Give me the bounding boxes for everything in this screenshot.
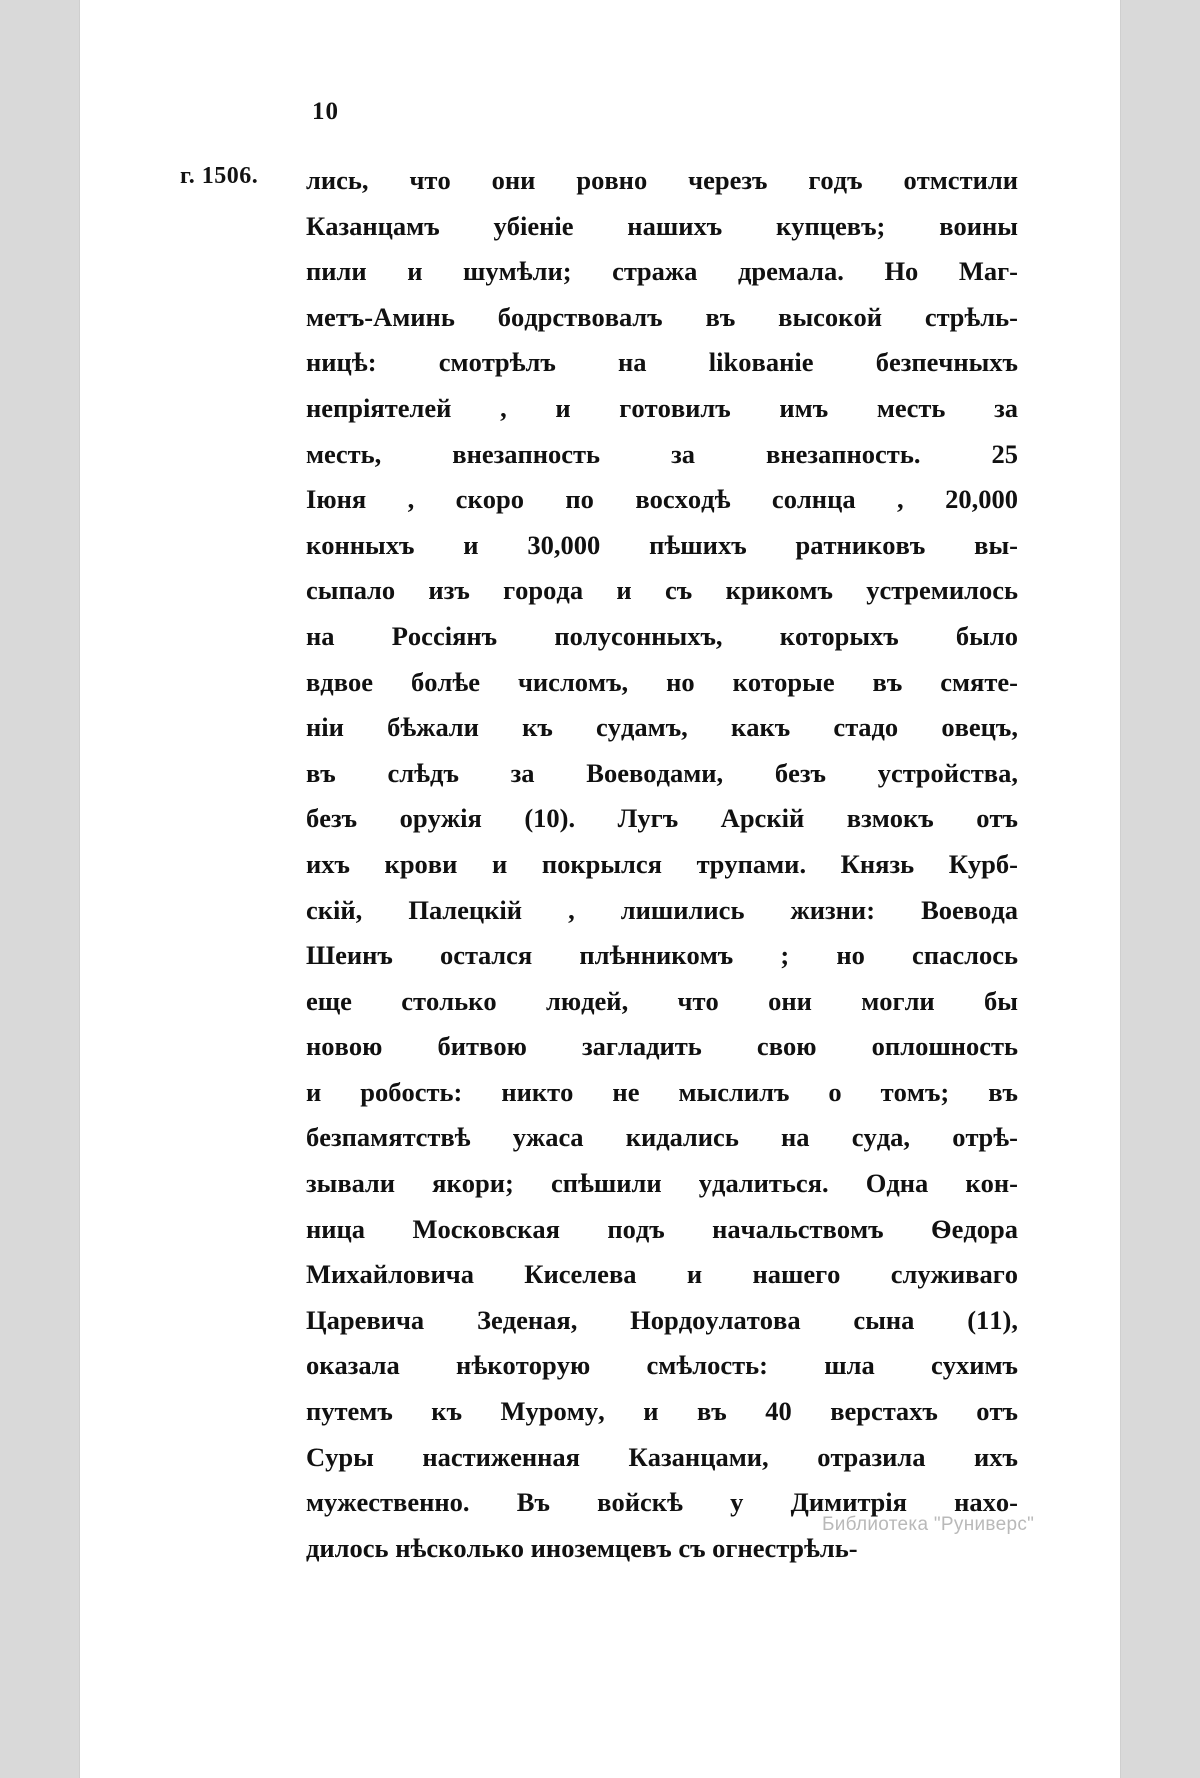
text-line: ницѣ: смотрѣлъ на likованіе безпечныхъ xyxy=(306,347,1018,378)
text-line: вдвое болѣе числомъ, но которые въ смяте- xyxy=(306,666,1018,697)
text-line: мужественно. Въ войскѣ у Димитрія нахо- xyxy=(306,1487,1018,1518)
text-line: на Россіянъ полусонныхъ, которыхъ было xyxy=(306,620,1018,651)
library-watermark: Библиотека "Руниверс" xyxy=(822,1514,1035,1535)
text-line: месть, внезапность за внезапность. 25 xyxy=(306,438,1018,469)
page-number: 10 xyxy=(312,98,339,125)
text-line: Іюня , скоро по восходѣ солнца , 20,000 xyxy=(306,484,1018,515)
text-line: зывали якори; спѣшили удалиться. Одна кон- xyxy=(306,1168,1018,1199)
text-line: пили и шумѣли; стража дремала. Но Маг- xyxy=(306,256,1018,287)
text-line: ихъ крови и покрылся трупами. Князь Курб- xyxy=(306,848,1018,879)
text-line: дилось нѣсколько иноземцевъ съ огнестрѣль- xyxy=(306,1532,858,1563)
text-line: Михайловича Киселева и нашего служиваго xyxy=(306,1259,1018,1290)
text-line: непріятелей , и готовилъ имъ месть за xyxy=(306,392,1018,423)
text-line: безъ оружія (10). Лугъ Арскій взмокъ отъ xyxy=(306,803,1018,834)
text-line: Шеинъ остался плѣнникомъ ; но спаслось xyxy=(306,940,1018,971)
text-line: метъ-Аминь бодрствовалъ въ высокой стрѣль- xyxy=(306,301,1018,332)
text-line: въ слѣдъ за Воеводами, безъ устройства, xyxy=(306,757,1018,788)
text-line: сыпало изъ города и съ крикомъ устремилось xyxy=(306,575,1018,606)
text-line: Суры настиженная Казанцами, отразила ихъ xyxy=(306,1441,1018,1472)
text-line: ница Московская подъ начальствомъ Ѳедора xyxy=(306,1213,1018,1244)
text-line: конныхъ и 30,000 пѣшихъ ратниковъ вы- xyxy=(306,529,1018,560)
body-text xyxy=(306,158,1018,1571)
text-line: оказала нѣкоторую смѣлость: шла сухимъ xyxy=(306,1350,1018,1381)
text-line: Казанцамъ убіеніе нашихъ купцевъ; воины xyxy=(306,210,1018,241)
text-line: еще столько людей, что они могли бы xyxy=(306,985,1018,1016)
marginal-year-note: г. 1506. xyxy=(180,163,259,189)
text-line: ніи бѣжали къ судамъ, какъ стадо овецъ, xyxy=(306,712,1018,743)
text-line: новою битвою загладить свою оплошность xyxy=(306,1031,1018,1062)
document-page xyxy=(80,0,1120,1778)
text-line: безпамятствѣ ужаса кидались на суда, отрѣ- xyxy=(306,1122,1018,1153)
text-line: скій, Палецкій , лишились жизни: Воевода xyxy=(306,894,1018,925)
text-line: лись, что они ровно черезъ годъ отмстили xyxy=(306,165,1018,195)
text-line: и робость: никто не мыслилъ о томъ; въ xyxy=(306,1076,1018,1107)
text-line: Царевича Зеденая, Нордоулатова сына (11), xyxy=(306,1304,1018,1335)
text-line: путемъ къ Мурому, и въ 40 верстахъ отъ xyxy=(306,1396,1018,1427)
